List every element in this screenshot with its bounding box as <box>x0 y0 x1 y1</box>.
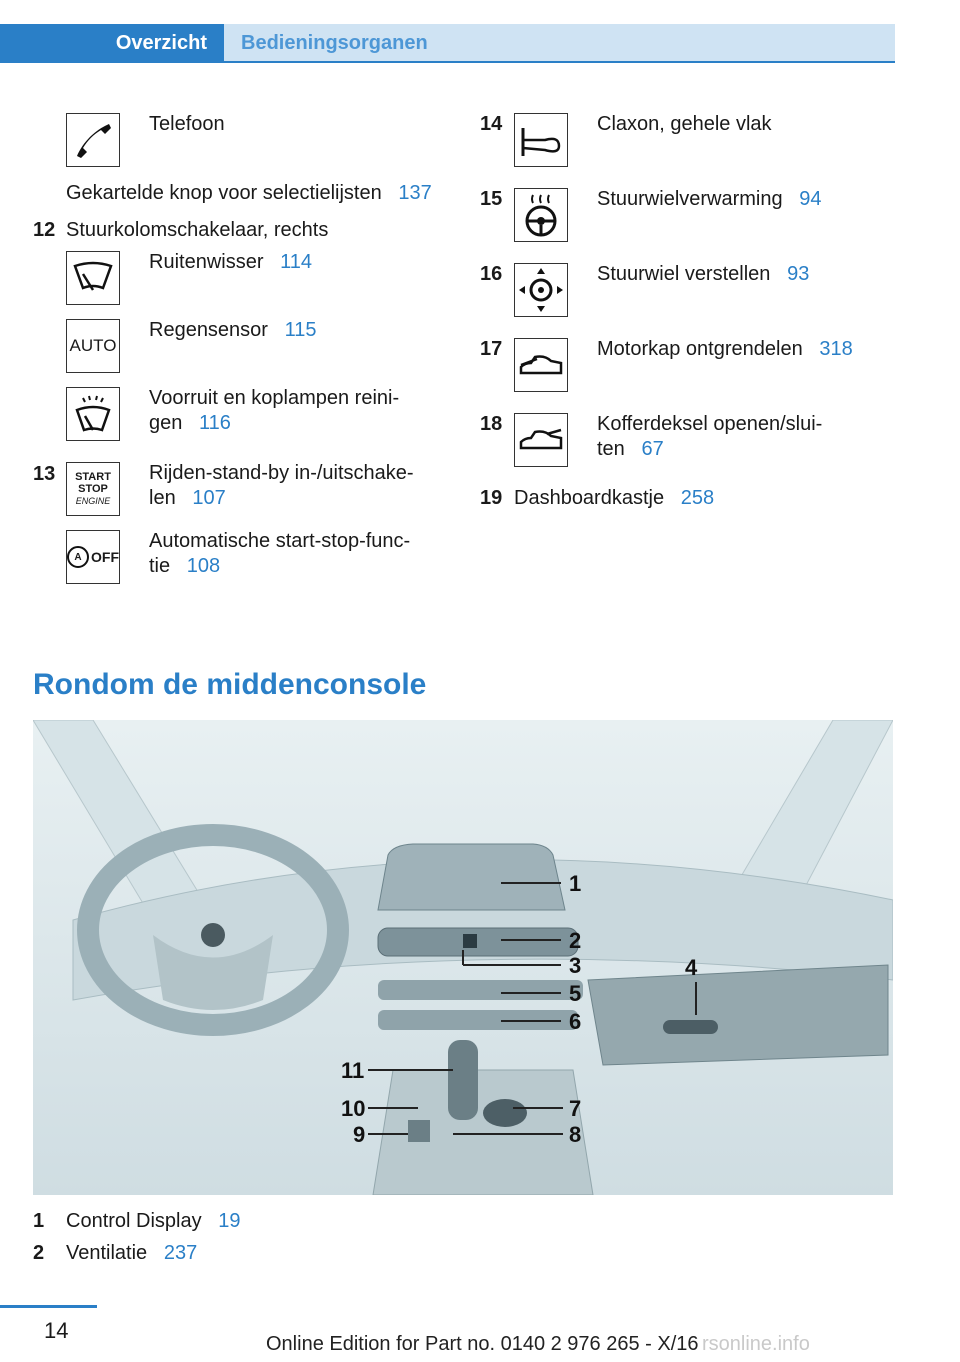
page-link[interactable]: 137 <box>398 182 432 204</box>
trunk-icon <box>514 413 568 467</box>
page-link[interactable]: 108 <box>186 555 221 577</box>
page-link[interactable]: 94 <box>799 188 822 210</box>
regensensor-entry <box>149 318 317 343</box>
voorruit-line1: Voorruit en koplampen reini- <box>149 387 400 409</box>
start-stop-icon <box>66 462 120 516</box>
dashboard-drawing <box>33 720 893 1195</box>
dashboardkastje-label: Dashboardkastje <box>514 487 665 509</box>
stuurwiel-verstellen-label: Stuurwiel verstellen <box>597 263 771 285</box>
regensensor-label: Regensensor <box>149 319 268 341</box>
page-number: 14 <box>44 1318 69 1343</box>
engine-text: ENGINE <box>75 496 111 506</box>
kofferdeksel-line1: Kofferdeksel openen/slui- <box>597 413 823 435</box>
item-number: 19 <box>480 487 503 509</box>
hood-icon <box>514 338 568 392</box>
page-link[interactable]: 19 <box>218 1210 241 1232</box>
legend-label: Ventilatie <box>66 1242 148 1264</box>
header-underline <box>0 61 895 63</box>
section-title: Rondom de middenconsole <box>33 668 427 701</box>
footer-edition-text: Online Edition for Part no. 0140 2 976 265 - X/16 <box>266 1333 699 1355</box>
footer-accent-line <box>0 1305 97 1308</box>
claxon-label: Claxon, gehele vlak <box>597 113 772 135</box>
callout-6: 6 <box>569 1009 582 1034</box>
item-number: 18 <box>480 413 503 435</box>
washer-icon <box>66 387 120 441</box>
item-number: 13 <box>33 463 56 485</box>
rijden-line2: len <box>149 487 176 509</box>
a-symbol: A <box>67 546 89 568</box>
steering-heat-icon <box>514 188 568 242</box>
page-link[interactable]: 67 <box>641 438 664 460</box>
item-number: 14 <box>480 113 503 135</box>
item-number: 17 <box>480 338 503 360</box>
auto-icon <box>66 319 120 373</box>
steering-adjust-icon <box>514 263 568 317</box>
callout-11: 11 <box>341 1058 365 1083</box>
voorruit-entry <box>149 386 399 436</box>
callout-4: 4 <box>685 955 698 980</box>
motorkap-entry <box>597 337 853 362</box>
page-link[interactable]: 318 <box>819 338 853 360</box>
tab-bedieningsorganen[interactable]: Bedieningsorganen <box>241 31 428 54</box>
autostart-line1: Automatische start-stop-func- <box>149 530 411 552</box>
tab-overzicht[interactable]: Overzicht <box>0 24 224 62</box>
legend-label: Control Display <box>66 1210 202 1232</box>
auto-icon-text: AUTO <box>69 336 117 355</box>
item-number: 15 <box>480 188 503 210</box>
page-link[interactable]: 114 <box>280 251 313 273</box>
page-link[interactable]: 237 <box>163 1242 198 1264</box>
watermark: rsonline.info <box>702 1333 810 1355</box>
stuurwiel-verstellen-entry <box>597 262 809 287</box>
voorruit-line2: gen <box>149 412 183 434</box>
motorkap-label: Motorkap ontgrendelen <box>597 338 803 360</box>
page-link[interactable]: 107 <box>192 487 226 509</box>
legend-number: 2 <box>33 1242 45 1264</box>
gekartelde-entry <box>66 181 432 206</box>
auto-start-stop-off-icon <box>66 530 120 584</box>
gekartelde-label: Gekartelde knop voor selectielijsten <box>66 182 382 204</box>
phone-icon <box>66 113 120 167</box>
telefoon-label: Telefoon <box>149 113 225 135</box>
ruitenwisser-entry <box>149 250 312 275</box>
callout-9: 9 <box>353 1122 366 1147</box>
callout-3: 3 <box>569 953 582 978</box>
item-number: 12 <box>33 219 56 241</box>
rijden-entry <box>149 461 414 511</box>
callout-5: 5 <box>569 981 582 1006</box>
stuurwielverwarming-label: Stuurwielverwarming <box>597 188 783 210</box>
stop-text: STOP <box>78 483 108 495</box>
item-number: 16 <box>480 263 503 285</box>
legend-entry-1 <box>66 1209 241 1234</box>
page-link[interactable]: 116 <box>199 412 231 434</box>
legend-number: 1 <box>33 1210 45 1232</box>
autostart-line2: tie <box>149 555 171 577</box>
stuurkolom-label: Stuurkolomschakelaar, rechts <box>66 219 329 241</box>
legend-entry-2 <box>66 1241 197 1266</box>
callout-2: 2 <box>569 928 582 953</box>
callout-7: 7 <box>569 1096 582 1121</box>
callout-8: 8 <box>569 1122 582 1147</box>
callout-1: 1 <box>569 871 582 896</box>
rijden-line1: Rijden-stand-by in-/uitschake- <box>149 462 414 484</box>
wiper-icon <box>66 251 120 305</box>
start-text: START <box>75 471 111 483</box>
page-link[interactable]: 115 <box>284 319 317 341</box>
ruitenwisser-label: Ruitenwisser <box>149 251 264 273</box>
dashboardkastje-entry <box>514 486 714 511</box>
autostart-entry <box>149 529 410 579</box>
horn-icon <box>514 113 568 167</box>
page-link[interactable]: 93 <box>787 263 810 285</box>
callout-10: 10 <box>341 1096 366 1121</box>
center-console-illustration <box>33 720 893 1195</box>
stuurwielverwarming-entry <box>597 187 822 212</box>
page-link[interactable]: 258 <box>680 487 715 509</box>
off-text: OFF <box>91 549 119 565</box>
kofferdeksel-entry <box>597 412 822 462</box>
kofferdeksel-line2: ten <box>597 438 625 460</box>
